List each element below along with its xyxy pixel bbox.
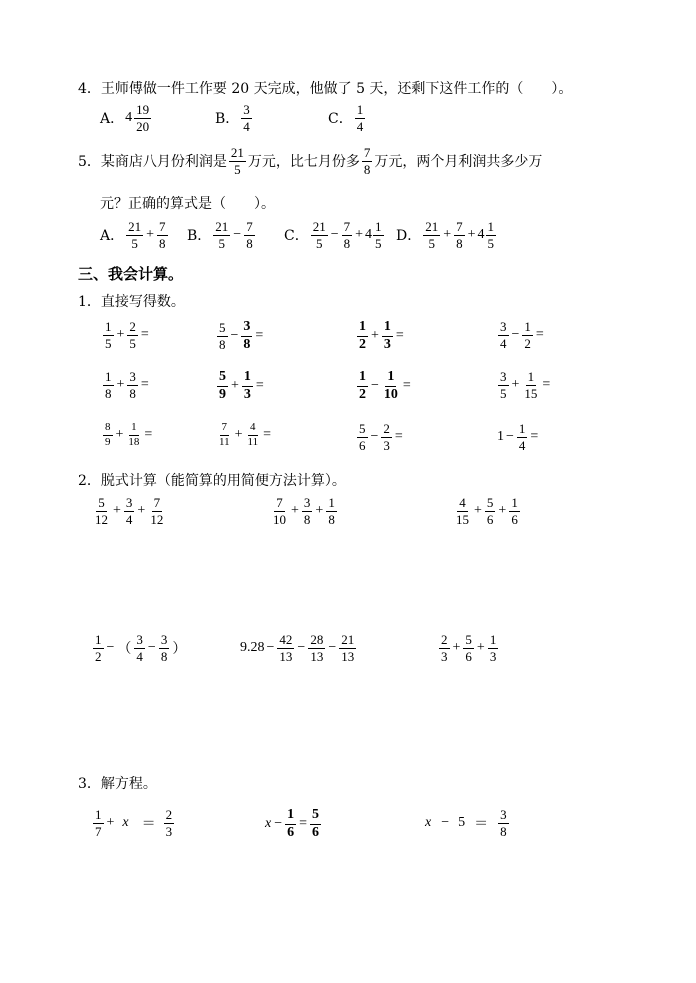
calc-expression: $\frac{2}{3}$ + $\frac{5}{6}$ + $\frac{1}{3}$ — [441, 632, 497, 664]
mental-math-item: $\frac{3}{4}$ − $\frac{1}{2}$ = — [500, 319, 544, 351]
mental-math-item: $\frac{5}{8}$ − $\frac{3}{8}$ = — [219, 319, 264, 352]
fraction: $\frac{19}{20}$ — [136, 102, 150, 134]
option-label: A． — [100, 111, 125, 128]
mental-math-item: $\frac{7}{11}$ + $\frac{4}{11}$ = — [219, 421, 271, 448]
equation: x − 5 ＝ $\frac{3}{8}$ — [425, 807, 507, 839]
question-4-text: 4．王师傅做一件工作要 20 天完成，他做了 5 天，还剩下这件工作的（ ）。 — [78, 81, 573, 97]
q4-option-a[interactable] — [100, 103, 152, 133]
q5-option-b[interactable] — [187, 220, 256, 250]
whole-number: 4 — [125, 110, 133, 126]
mental-math-item: $\frac{1}{2}$ − $\frac{1}{10}$ = — [359, 369, 411, 402]
fraction: $\frac{7}{8}$ — [363, 145, 371, 177]
equation: x − $\frac{1}{6}$ = $\frac{5}{6}$ — [265, 807, 320, 840]
fraction: $\frac{21}{5}$ — [312, 219, 326, 251]
fraction: $\frac{21}{5}$ — [128, 219, 142, 251]
fraction: $\frac{7}{8}$ — [343, 219, 351, 251]
option-label: D． — [396, 228, 422, 245]
minus-sign: − — [233, 227, 242, 243]
subsection-3-title: 3．解方程。 — [78, 776, 157, 792]
q5-option-a[interactable] — [100, 220, 169, 250]
mixed-number: 4 $\frac{1}{5}$ — [365, 219, 382, 251]
mixed-number: 4 $\frac{1}{5}$ — [477, 219, 495, 251]
subsection-1-title: 1．直接写得数。 — [78, 294, 185, 310]
mental-math-item: $\frac{3}{5}$ + $\frac{1}{15}$ = — [500, 369, 551, 401]
question-5-line-1 — [78, 146, 542, 176]
mental-math-item: $\frac{5}{9}$ + $\frac{1}{3}$ = — [219, 369, 264, 402]
q4-option-b[interactable] — [215, 103, 253, 133]
option-label: B． — [187, 228, 212, 245]
mental-math-item: $\frac{5}{6}$ − $\frac{2}{3}$ = — [359, 421, 403, 453]
minus-sign: − — [330, 227, 339, 243]
calc-expression: $\frac{1}{2}$ − （ $\frac{3}{4}$ − $\frac{3}{8}$ ） — [95, 632, 187, 664]
fraction: $\frac{7}{8}$ — [159, 219, 166, 251]
option-label: B． — [215, 111, 240, 128]
plus-sign: + — [443, 227, 452, 243]
section-heading: 三、我会计算。 — [78, 265, 184, 283]
plus-sign: + — [355, 227, 364, 243]
q5-option-c[interactable] — [284, 220, 385, 250]
option-label: C． — [284, 228, 309, 245]
plus-sign: + — [467, 227, 476, 243]
question-5-line-2: 元？正确的算式是（ ）。 — [100, 196, 275, 212]
q5-text-part: 万元，比七月份多 — [247, 154, 360, 171]
calc-expression: $\frac{7}{10}$ + $\frac{3}{8}$ + $\frac{1}{8}$ — [273, 495, 335, 527]
q5-text-part: 万元，两个月利润共多少万 — [374, 154, 543, 171]
mental-math-item: $\frac{1}{5}$ + $\frac{2}{5}$ = — [105, 319, 149, 351]
mental-math-item: $\frac{1}{8}$ + $\frac{3}{8}$ = — [105, 369, 149, 401]
fraction: $\frac{1}{4}$ — [356, 102, 364, 134]
fraction: $\frac{21}{5}$ — [230, 145, 244, 177]
fraction: $\frac{7}{8}$ — [246, 219, 253, 251]
q4-option-c[interactable] — [328, 103, 366, 133]
calc-expression: $\frac{5}{12}$ + $\frac{3}{4}$ + $\frac{7}{12}$ — [95, 495, 164, 527]
option-label: C． — [328, 111, 353, 128]
q5-text-part: 5．某商店八月份利润是 — [78, 154, 227, 171]
option-label: A． — [100, 228, 125, 245]
equation: $\frac{1}{7}$ + x ＝ $\frac{2}{3}$ — [95, 807, 173, 839]
fraction: $\frac{7}{8}$ — [456, 219, 463, 251]
calc-expression: 9.28 − $\frac{42}{13}$ − $\frac{28}{13}$ − $\frac{21}{13}$ — [240, 632, 355, 664]
subsection-2-title: 2．脱式计算（能简算的用简便方法计算）。 — [78, 473, 346, 489]
plus-sign: + — [146, 227, 155, 243]
fraction: $\frac{21}{5}$ — [215, 219, 229, 251]
calc-expression: $\frac{4}{15}$ + $\frac{5}{6}$ + $\frac{1}{6}$ — [456, 495, 518, 527]
fraction: $\frac{3}{4}$ — [243, 102, 250, 134]
fraction: $\frac{21}{5}$ — [425, 219, 439, 251]
mental-math-item: 1 − $\frac{1}{4}$ = — [497, 421, 539, 453]
q5-option-d[interactable] — [396, 220, 497, 250]
mental-math-item: $\frac{1}{2}$ + $\frac{1}{3}$ = — [359, 319, 404, 352]
mental-math-item: $\frac{8}{9}$ + $\frac{1}{18}$ = — [105, 421, 153, 448]
